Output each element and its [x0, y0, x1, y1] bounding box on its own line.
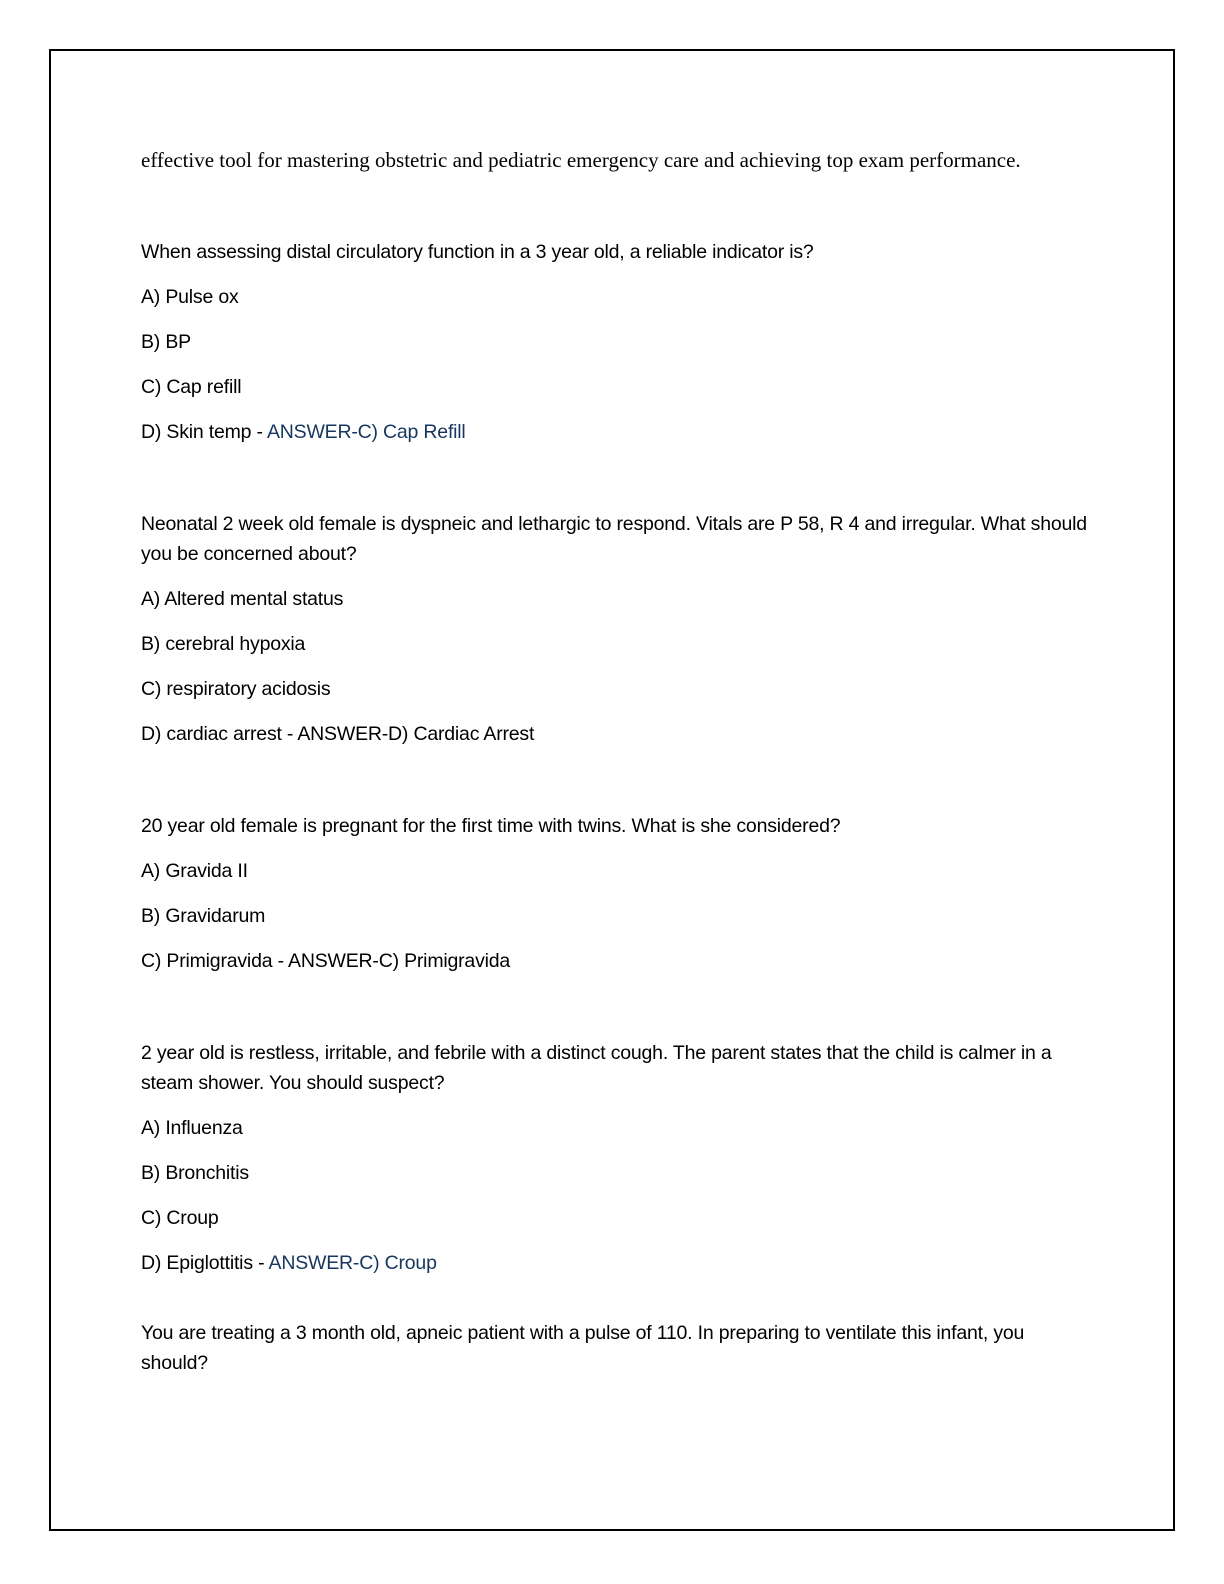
document-content [141, 146, 1096, 1393]
option-text: A) Influenza [141, 1117, 243, 1139]
questions [141, 237, 1096, 1378]
question-prompt: You are treating a 3 month old, apneic patient with a pulse of 110. In preparing to ventilate this infant, you should? [141, 1322, 1025, 1374]
question-prompt: 20 year old female is pregnant for the first time with twins. What is she considered? [141, 815, 841, 837]
option-text: D) Skin temp - [141, 421, 267, 443]
answer-option [141, 629, 1096, 659]
question-block [141, 237, 1096, 447]
option-text: B) Bronchitis [141, 1162, 249, 1184]
option-text: A) Altered mental status [141, 588, 344, 610]
option-text: C) Primigravida - ANSWER-C) Primigravida [141, 950, 511, 972]
option-text: D) Epiglottitis - [141, 1252, 269, 1274]
option-text: A) Gravida II [141, 860, 248, 882]
question-block [141, 1318, 1096, 1378]
answer-option [141, 856, 1096, 886]
question-prompt: When assessing distal circulatory function in a 3 year old, a reliable indicator is? [141, 241, 814, 263]
answer-option [141, 1158, 1096, 1188]
intro-paragraph: effective tool for mastering obstetric and pediatric emergency care and achieving top exam performance. [141, 148, 1021, 172]
answer-highlight: ANSWER-C) Croup [268, 1252, 437, 1274]
question-block [141, 509, 1096, 749]
question-prompt: 2 year old is restless, irritable, and febrile with a distinct cough. The parent states that the child is calmer in a steam shower. You should suspect? [141, 1042, 1052, 1094]
option-text: B) BP [141, 331, 191, 353]
question-prompt: Neonatal 2 week old female is dyspneic and lethargic to respond. Vitals are P 58, R 4 and irregular. What should you be concerned about? [141, 513, 1087, 565]
answer-option [141, 1248, 1096, 1278]
option-text: C) Cap refill [141, 376, 242, 398]
option-text: C) respiratory acidosis [141, 678, 331, 700]
question-block [141, 1038, 1096, 1278]
option-text: C) Croup [141, 1207, 219, 1229]
answer-option [141, 282, 1096, 312]
question-block [141, 811, 1096, 976]
option-text: A) Pulse ox [141, 286, 239, 308]
option-text: D) cardiac arrest - ANSWER-D) Cardiac Arrest [141, 723, 535, 745]
answer-option [141, 584, 1096, 614]
answer-option [141, 719, 1096, 749]
answer-option [141, 327, 1096, 357]
answer-option [141, 1203, 1096, 1233]
answer-option [141, 946, 1096, 976]
answer-option [141, 417, 1096, 447]
option-text: B) cerebral hypoxia [141, 633, 306, 655]
answer-option [141, 372, 1096, 402]
option-text: B) Gravidarum [141, 905, 266, 927]
answer-highlight: ANSWER-C) Cap Refill [266, 421, 466, 443]
answer-option [141, 901, 1096, 931]
answer-option [141, 674, 1096, 704]
answer-option [141, 1113, 1096, 1143]
